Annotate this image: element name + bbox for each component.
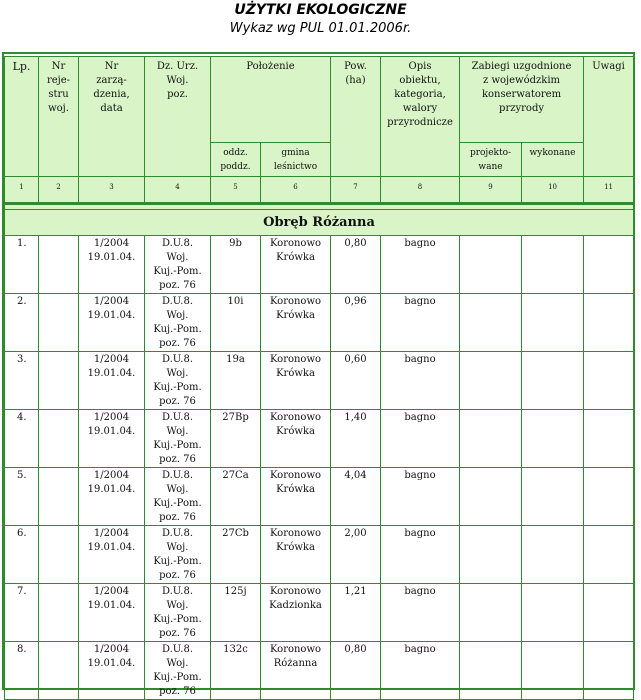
cell-dz-urz: D.U.8. Woj. Kuj.-Pom. poz. 76: [145, 294, 211, 352]
cell-wykonane: [522, 294, 584, 352]
cell-lp: 1.: [5, 236, 39, 294]
cell-uwagi: [584, 294, 634, 352]
cell-uwagi: [584, 236, 634, 294]
cell-uwagi: [584, 584, 634, 642]
cell-opis: bagno: [381, 642, 460, 700]
table-row: [5, 352, 634, 410]
column-number: 6: [261, 177, 331, 204]
cell-uwagi: [584, 642, 634, 700]
header-gmina: gmina leśnictwo: [261, 143, 331, 177]
header-zabiegi: Zabiegi uzgodnione z wojewódzkim konserwatorem przyrody: [460, 57, 584, 143]
cell-oddz: 10i: [211, 294, 261, 352]
cell-nr-zarzadzenia: 1/2004 19.01.04.: [79, 294, 145, 352]
cell-projektowane: [460, 294, 522, 352]
cell-pow: 0,96: [331, 294, 381, 352]
cell-oddz: 9b: [211, 236, 261, 294]
column-number: 7: [331, 177, 381, 204]
cell-projektowane: [460, 468, 522, 526]
cell-lp: 2.: [5, 294, 39, 352]
cell-wykonane: [522, 642, 584, 700]
cell-nr-zarzadzenia: 1/2004 19.01.04.: [79, 410, 145, 468]
cell-pow: 2,00: [331, 526, 381, 584]
cell-nr-rejestru: [39, 526, 79, 584]
cell-nr-zarzadzenia: 1/2004 19.01.04.: [79, 642, 145, 700]
cell-uwagi: [584, 526, 634, 584]
cell-uwagi: [584, 468, 634, 526]
cell-dz-urz: D.U.8. Woj. Kuj.-Pom. poz. 76: [145, 468, 211, 526]
column-number: 1: [5, 177, 39, 204]
header-nr-zarzadzenia: Nr zarzą- dzenia, data: [79, 57, 145, 177]
column-number: 2: [39, 177, 79, 204]
table-row: [5, 236, 634, 294]
column-number: 8: [381, 177, 460, 204]
cell-oddz: 27Ca: [211, 468, 261, 526]
cell-pow: 0,80: [331, 642, 381, 700]
ecological-areas-table: [4, 56, 634, 700]
cell-nr-rejestru: [39, 236, 79, 294]
cell-nr-zarzadzenia: 1/2004 19.01.04.: [79, 352, 145, 410]
cell-nr-zarzadzenia: 1/2004 19.01.04.: [79, 468, 145, 526]
cell-gmina: Koronowo Różanna: [261, 642, 331, 700]
cell-lp: 4.: [5, 410, 39, 468]
cell-pow: 0,60: [331, 352, 381, 410]
column-number: 5: [211, 177, 261, 204]
header-uwagi: Uwagi: [584, 57, 634, 177]
cell-pow: 0,80: [331, 236, 381, 294]
cell-wykonane: [522, 468, 584, 526]
table-frame: [2, 52, 635, 697]
column-number: 3: [79, 177, 145, 204]
cell-lp: 8.: [5, 642, 39, 700]
column-number: 4: [145, 177, 211, 204]
cell-uwagi: [584, 352, 634, 410]
column-number: 9: [460, 177, 522, 204]
cell-oddz: 27Bp: [211, 410, 261, 468]
cell-projektowane: [460, 236, 522, 294]
column-number-row: [5, 177, 634, 204]
cell-gmina: Koronowo Krówka: [261, 352, 331, 410]
header-dz-urz: Dz. Urz. Woj. poz.: [145, 57, 211, 177]
cell-lp: 6.: [5, 526, 39, 584]
cell-nr-zarzadzenia: 1/2004 19.01.04.: [79, 584, 145, 642]
cell-uwagi: [584, 410, 634, 468]
header-projektowane: projekto- wane: [460, 143, 522, 177]
cell-gmina: Koronowo Krówka: [261, 526, 331, 584]
cell-lp: 3.: [5, 352, 39, 410]
cell-pow: 4,04: [331, 468, 381, 526]
table-row: [5, 468, 634, 526]
cell-opis: bagno: [381, 410, 460, 468]
cell-projektowane: [460, 584, 522, 642]
cell-opis: bagno: [381, 526, 460, 584]
column-number: 11: [584, 177, 634, 204]
cell-oddz: 132c: [211, 642, 261, 700]
cell-opis: bagno: [381, 236, 460, 294]
header-pow: Pow. (ha): [331, 57, 381, 177]
cell-wykonane: [522, 410, 584, 468]
cell-nr-rejestru: [39, 410, 79, 468]
cell-wykonane: [522, 352, 584, 410]
cell-opis: bagno: [381, 352, 460, 410]
cell-pow: 1,40: [331, 410, 381, 468]
cell-wykonane: [522, 526, 584, 584]
cell-nr-zarzadzenia: 1/2004 19.01.04.: [79, 526, 145, 584]
cell-gmina: Koronowo Kadzionka: [261, 584, 331, 642]
cell-dz-urz: D.U.8. Woj. Kuj.-Pom. poz. 76: [145, 352, 211, 410]
header-row-top: [5, 57, 634, 143]
header-wykonane: wykonane: [522, 143, 584, 177]
cell-pow: 1,21: [331, 584, 381, 642]
cell-oddz: 19a: [211, 352, 261, 410]
cell-opis: bagno: [381, 468, 460, 526]
cell-wykonane: [522, 584, 584, 642]
document-title: UŻYTKI EKOLOGICZNE: [234, 2, 407, 18]
cell-projektowane: [460, 410, 522, 468]
cell-projektowane: [460, 352, 522, 410]
header-lp: Lp.: [5, 57, 39, 177]
table-row: [5, 294, 634, 352]
header-oddz: oddz. poddz.: [211, 143, 261, 177]
table-row: [5, 410, 634, 468]
cell-nr-rejestru: [39, 642, 79, 700]
header-polozenie: Położenie: [211, 57, 331, 143]
header-nr-rejestru: Nr reje- stru woj.: [39, 57, 79, 177]
table-row: [5, 584, 634, 642]
column-number: 10: [522, 177, 584, 204]
cell-dz-urz: D.U.8. Woj. Kuj.-Pom. poz. 76: [145, 526, 211, 584]
cell-lp: 5.: [5, 468, 39, 526]
cell-nr-rejestru: [39, 294, 79, 352]
cell-wykonane: [522, 236, 584, 294]
section-title: Obręb Różanna: [5, 210, 634, 236]
cell-oddz: 27Cb: [211, 526, 261, 584]
header-opis: Opis obiektu, kategoria, walory przyrodnicze: [381, 57, 460, 177]
cell-lp: 7.: [5, 584, 39, 642]
cell-opis: bagno: [381, 294, 460, 352]
cell-projektowane: [460, 526, 522, 584]
cell-oddz: 125j: [211, 584, 261, 642]
data-rows: [5, 236, 634, 700]
cell-opis: bagno: [381, 584, 460, 642]
table-row: [5, 642, 634, 700]
cell-gmina: Koronowo Krówka: [261, 468, 331, 526]
cell-nr-rejestru: [39, 468, 79, 526]
cell-dz-urz: D.U.8. Woj. Kuj.-Pom. poz. 76: [145, 584, 211, 642]
section-row: [5, 210, 634, 236]
table-row: [5, 526, 634, 584]
cell-dz-urz: D.U.8. Woj. Kuj.-Pom. poz. 76: [145, 236, 211, 294]
cell-nr-rejestru: [39, 584, 79, 642]
cell-gmina: Koronowo Krówka: [261, 410, 331, 468]
cell-nr-rejestru: [39, 352, 79, 410]
cell-gmina: Koronowo Krówka: [261, 294, 331, 352]
cell-dz-urz: D.U.8. Woj. Kuj.-Pom. poz. 76: [145, 642, 211, 700]
cell-dz-urz: D.U.8. Woj. Kuj.-Pom. poz. 76: [145, 410, 211, 468]
cell-projektowane: [460, 642, 522, 700]
cell-gmina: Koronowo Krówka: [261, 236, 331, 294]
cell-nr-zarzadzenia: 1/2004 19.01.04.: [79, 236, 145, 294]
document-subtitle: Wykaz wg PUL 01.01.2006r.: [229, 21, 412, 36]
